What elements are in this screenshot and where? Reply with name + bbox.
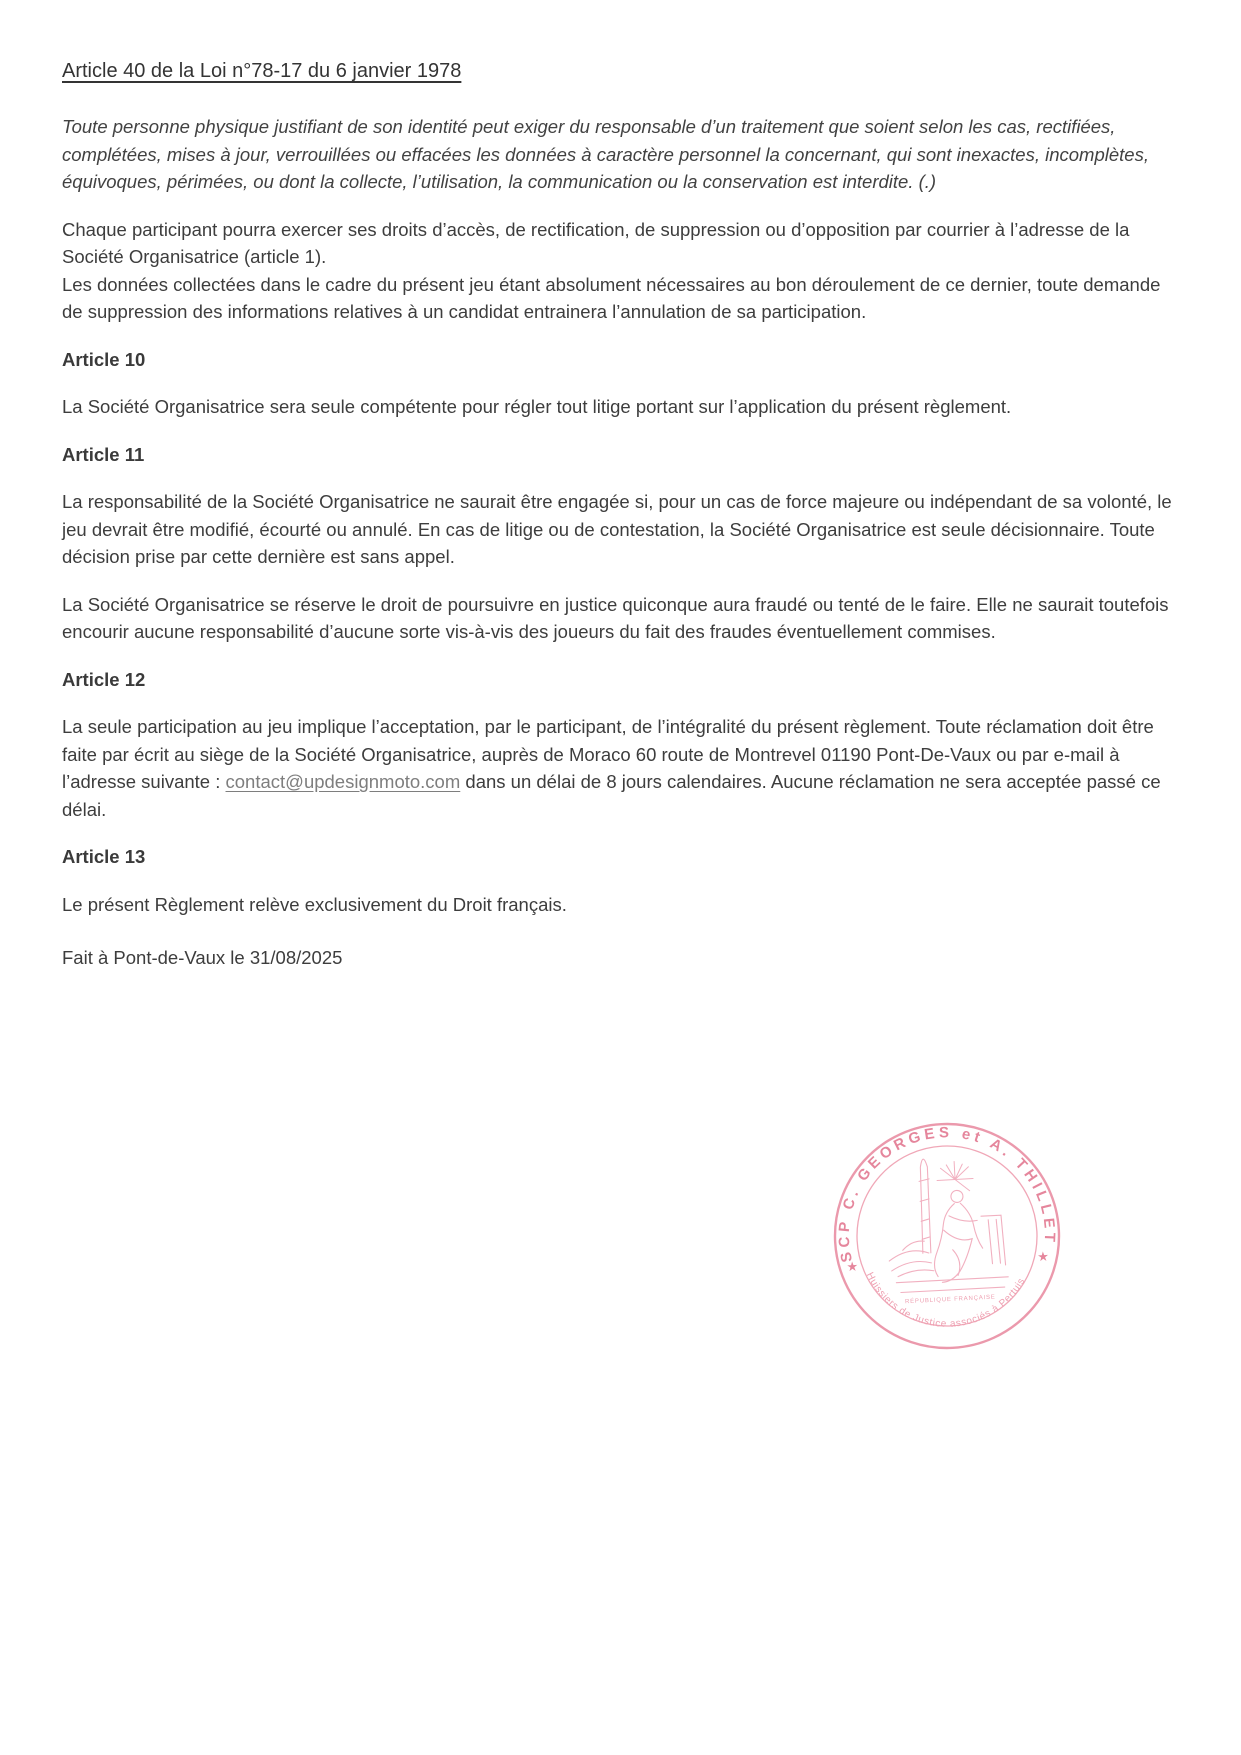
stamp-star-left-icon: ★ (846, 1258, 859, 1275)
article-12-heading: Article 12 (62, 668, 146, 690)
article-11-body-1: La responsabilité de la Société Organisatrice ne saurait être engagée si, pour un cas de force majeure ou indépendant de sa volonté, le jeu devrait être modifié, écourté ou annulé. En cas de litige ou de contestation, la Société Organisatrice est seule décisionnaire. Toute décision prise par cette dernière est sans appel. (62, 491, 1172, 567)
article-11-body-2: La Société Organisatrice se réserve le droit de poursuivre en justice quiconque aura fraudé ou tenté de le faire. Elle ne saurait toutefois encourir aucune responsabilité d’aucune sorte vis-à-vis des joueurs du fait des fraudes éventuellement commises. (62, 593, 1169, 642)
stamp-banner-text: RÉPUBLIQUE FRANÇAISE (904, 1294, 996, 1306)
article-11-heading: Article 11 (62, 443, 145, 465)
closing-date-line: Fait à Pont-de-Vaux le 31/08/2025 (62, 947, 343, 968)
rights-paragraph-line1: Chaque participant pourra exercer ses droits d’accès, de rectification, de suppression ou d’opposition par courrier à l’adresse de la Société Organisatrice (article 1). (62, 218, 1130, 267)
law-excerpt-paragraph: Toute personne physique justifiant de son identité peut exiger du responsable d’un traitement que soient selon les cas, rectifiées, complétées, mises à jour, verrouillées ou effacées les données à caractère personnel la concernant, qui sont inexactes, incomplètes, équivoques, périmées, ou dont la collecte, l’utilisation, la communication ou la conservation est interdite. (.) (62, 116, 1149, 192)
article-12-body (62, 713, 1182, 823)
stamp-arc-top-text: SCP C. GEORGES et A. THILLET (835, 1124, 1059, 1264)
rights-paragraph-line2: Les données collectées dans le cadre du présent jeu étant absolument nécessaires au bon déroulement de ce dernier, toute demande de suppression des informations relatives à un candidat entrainera l’annulation de sa participation. (62, 273, 1161, 322)
contact-email-link[interactable]: contact@updesignmoto.com (225, 771, 461, 792)
article-10-body: La Société Organisatrice sera seule compétente pour régler tout litige portant sur l’application du présent règlement. (62, 396, 1012, 417)
document-title: Article 40 de la Loi n°78-17 du 6 janvier 1978 (62, 60, 462, 82)
bailiff-stamp (830, 1118, 1064, 1362)
article-12-text-before-link: La seule participation au jeu implique l’acceptation, par le participant, de l’intégralité du présent règlement. Toute réclamation doit être faite par écrit au siège de la Société Organisatrice, auprès de Moraco 60 route de Montrevel 01190 Pont-De-Vaux ou par e-mail à l’adresse suivante : (62, 716, 1154, 792)
article-12-text-after-link: dans un délai de 8 jours calendaires. Aucune réclamation ne sera acceptée passé ce délai. (62, 771, 1161, 820)
article-13-body: Le présent Règlement relève exclusivement du Droit français. (62, 893, 567, 915)
article-13-heading: Article 13 (62, 846, 146, 867)
stamp-marianne-figure-icon (884, 1155, 1009, 1293)
stamp-star-right-icon: ★ (1036, 1248, 1050, 1265)
stamp-outer-circle (830, 1118, 1064, 1353)
article-10-heading: Article 10 (62, 348, 146, 370)
rights-paragraph (62, 216, 1182, 326)
stamp-arc-bottom-text: Huissiers de Justice associés à Pertuis (863, 1270, 1028, 1330)
bailiff-stamp-seal-icon (830, 1118, 1064, 1362)
